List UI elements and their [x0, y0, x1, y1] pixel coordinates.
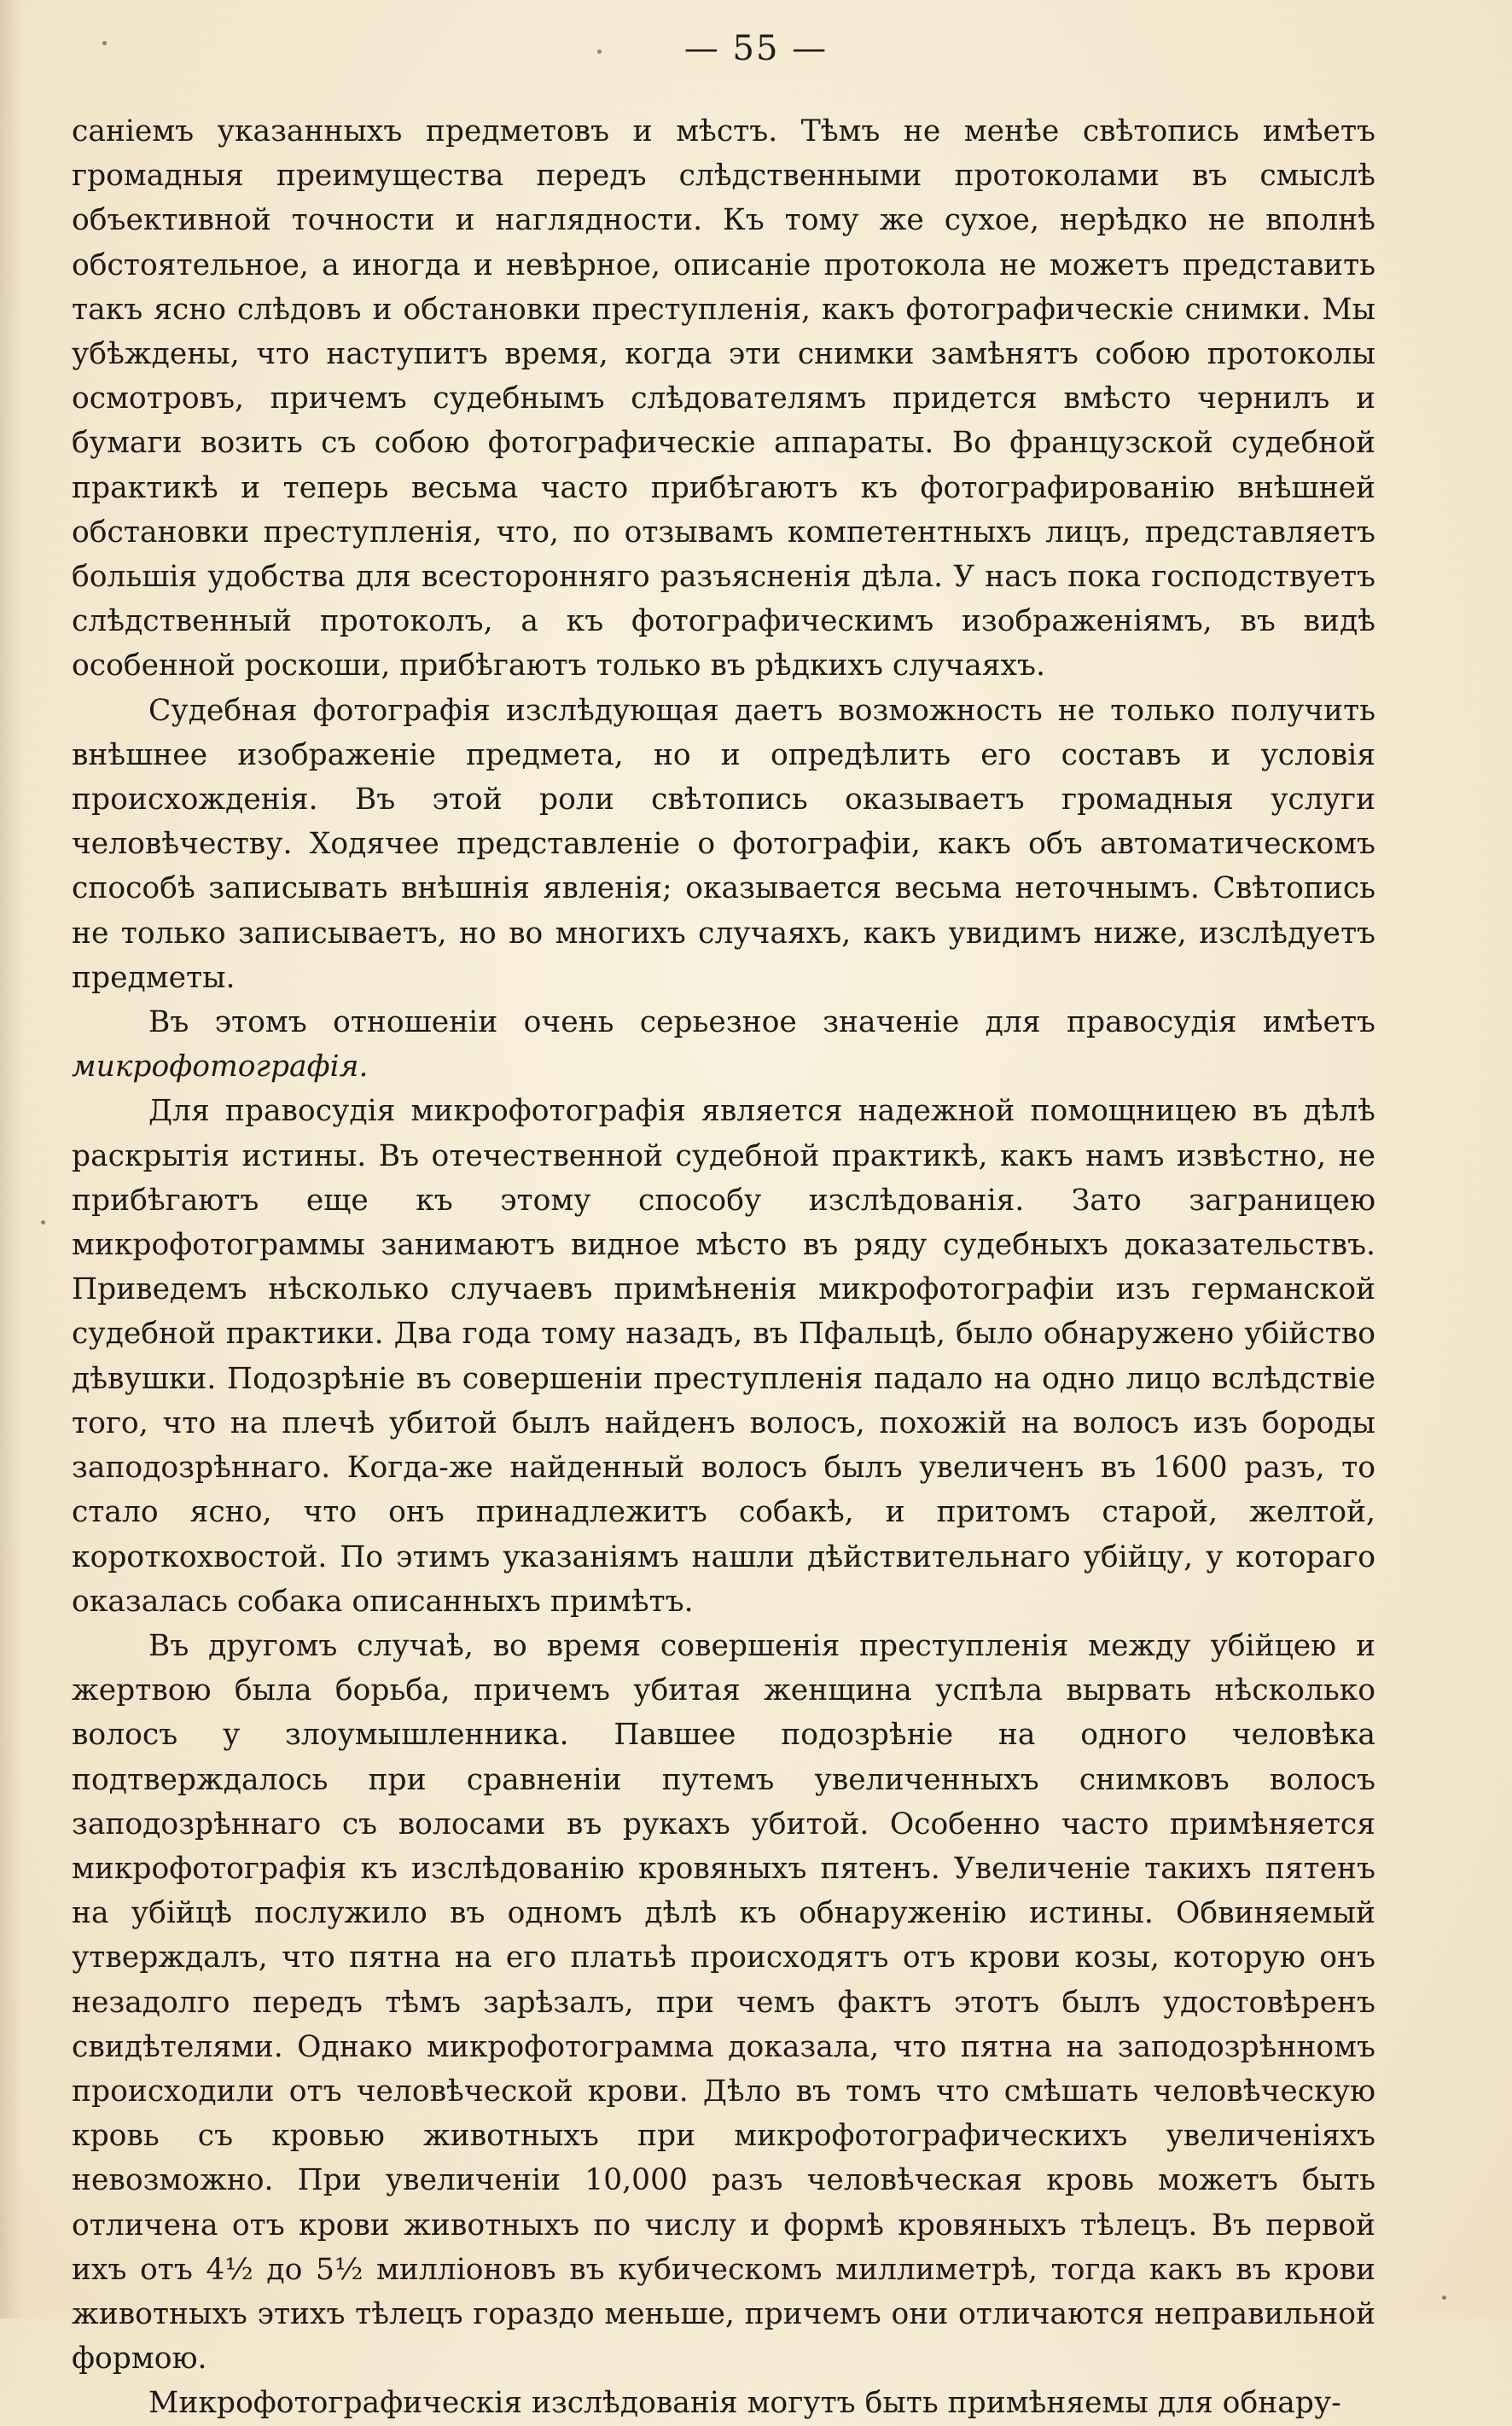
print-speck [1442, 2295, 1446, 2300]
print-speck [41, 1220, 45, 1225]
paragraph-continuation: саніемъ указанныхъ предметовъ и мѣстъ. Тѣмъ не менѣе свѣтопись имѣетъ громадныя преимущества передъ слѣдственными протоколами въ смыслѣ объективной точности и наглядности. Къ тому же сухое, нерѣдко не вполнѣ обстоятельное, а иногда и невѣрное, описаніе протокола не можетъ представить такъ ясно слѣдовъ и обстановки преступленія, какъ фотографическіе снимки. Мы убѣждены, что наступитъ время, когда эти снимки замѣнятъ собою протоколы осмотровъ, причемъ судебнымъ слѣдователямъ придется вмѣсто чернилъ и бумаги возить съ собою фотографическіе аппараты. Во французской судебной практикѣ и теперь весьма часто прибѣгаютъ къ фотографированію внѣшней обстановки преступленія, что, по отзывамъ компетентныхъ лицъ, представляетъ большія удобства для всесторонняго разъясненія дѣла. У насъ пока господствуетъ слѣдственный протоколъ, а къ фотографическимъ изображеніямъ, въ видѣ особенной роскоши, прибѣгаютъ только въ рѣдкихъ случаяхъ. [72, 114, 1375, 684]
page-number: — 55 — [683, 29, 829, 68]
paragraph-final-line: Микрофотографическія изслѣдованія могутъ быть примѣняемы для обнару- [148, 2386, 1341, 2421]
paragraph-microphotography-intro [72, 1000, 1375, 1089]
body-text [72, 109, 1375, 2426]
paragraph-forensic-photography: Судебная фотографія изслѣдующая даетъ возможность не только получить внѣшнее изображеніе предмета, но и опредѣлить его составъ и условія происхожденія. Въ этой роли свѣтопись оказываетъ громадныя услуги человѣчеству. Ходячее представленіе о фотографіи, какъ объ автоматическомъ способѣ записывать внѣшнія явленія; оказывается весьма неточнымъ. Свѣтопись не только записываетъ, но во многихъ случаяхъ, какъ увидимъ ниже, изслѣдуетъ предметы. [72, 693, 1375, 995]
print-speck [597, 49, 602, 54]
paragraph-pfalz-case: Для правосудія микрофотографія является надежной помощницею въ дѣлѣ раскрытія истины. Въ отечественной судебной практикѣ, какъ намъ извѣстно, не прибѣгаютъ еще къ этому способу изслѣдованія. Зато заграницею микрофотограммы занимаютъ видное мѣсто въ ряду судебныхъ доказательствъ. Приведемъ нѣсколько случаевъ примѣненія микрофотографіи изъ германской судебной практики. Два года тому назадъ, въ Пфальцѣ, было обнаружено убійство дѣвушки. Подозрѣніе въ совершеніи преступленія падало на одно лицо вслѣдствіе того, что на плечѣ убитой былъ найденъ волосъ, похожій на волосъ изъ бороды заподозрѣннаго. Когда-же найденный волосъ былъ увеличенъ въ 1600 разъ, то стало ясно, что онъ принадлежитъ собакѣ, и притомъ старой, желтой, короткохвостой. По этимъ указаніямъ нашли дѣйствительнаго убійцу, у котораго оказалась собака описанныхъ примѣтъ. [72, 1094, 1375, 1619]
paragraph-blood-stains: Въ другомъ случаѣ, во время совершенія преступленія между убійцею и жертвою была борьба, причемъ убитая женщина успѣла вырвать нѣсколько волосъ у злоумышленника. Павшее подозрѣніе на одного человѣка подтверждалось при сравненіи путемъ увеличенныхъ снимковъ волосъ заподозрѣннаго съ волосами въ рукахъ убитой. Особенно часто примѣняется микрофотографія къ изслѣдованію кровяныхъ пятенъ. Увеличеніе такихъ пятенъ на убійцѣ послужило въ одномъ дѣлѣ къ обнаруженію истины. Обвиняемый утверждалъ, что пятна на его платьѣ происходятъ отъ крови козы, которую онъ незадолго передъ тѣмъ зарѣзалъ, при чемъ фактъ этотъ былъ удостовѣренъ свидѣтелями. Однако микрофотограмма доказала, что пятна на заподозрѣнномъ происходили отъ человѣческой крови. Дѣло въ томъ что смѣшать человѣческую кровь съ кровью животныхъ при микрофотографическихъ увеличеніяхъ невозможно. При увеличеніи 10,000 разъ человѣческая кровь можетъ быть отличена отъ крови животныхъ по числу и формѣ кровяныхъ тѣлецъ. Въ первой ихъ отъ 4½ до 5½ милліоновъ въ кубическомъ миллиметрѣ, тогда какъ въ крови животныхъ этихъ тѣлецъ гораздо меньше, причемъ они отличаются неправильной формою. [72, 1628, 1375, 2377]
page-fold-shadow [0, 0, 22, 2318]
print-speck [102, 41, 107, 45]
microphotography-term: микрофотографія. [72, 1050, 369, 1085]
paragraph-microphotography-text: Въ этомъ отношеніи очень серьезное значеніе для правосудія имѣетъ [148, 1005, 1375, 1040]
